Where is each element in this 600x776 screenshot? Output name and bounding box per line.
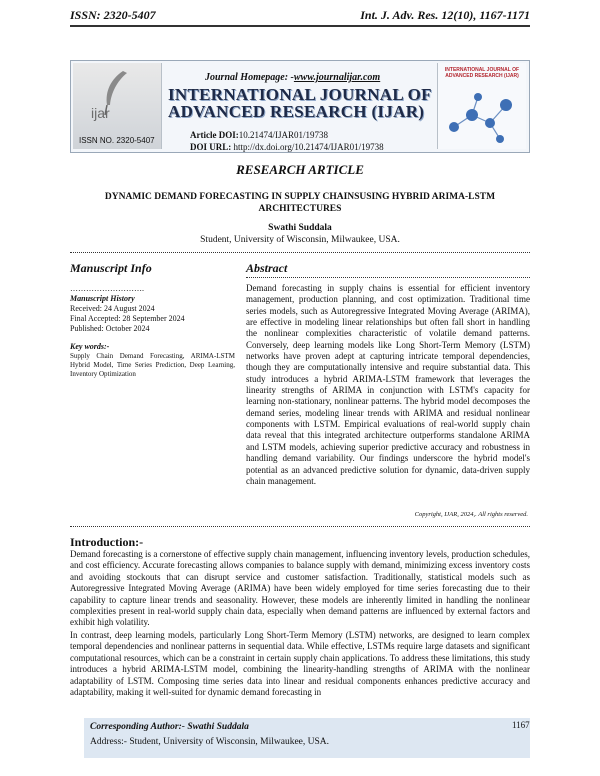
doi-url-link[interactable]: http://dx.doi.org/10.21474/IJAR01/19738 xyxy=(233,142,384,152)
journal-homepage xyxy=(205,72,380,83)
journal-title xyxy=(168,86,432,120)
doi-block xyxy=(190,129,384,153)
doi-label: Article DOI: xyxy=(190,130,239,140)
header-issn: ISSN: 2320-5407 xyxy=(70,8,156,22)
divider-top xyxy=(70,252,530,253)
homepage-label: Journal Homepage: - xyxy=(205,72,294,83)
manuscript-info xyxy=(70,284,235,379)
manuscript-info-heading: Manuscript Info xyxy=(70,261,152,275)
author-address: Address:- Student, University of Wisconsin, Milwaukee, USA. xyxy=(90,737,330,747)
received-date: Received: 24 August 2024 xyxy=(70,304,155,313)
page-number: 1167 xyxy=(512,720,530,730)
abstract-heading: Abstract xyxy=(246,261,288,275)
article-type: RESEARCH ARTICLE xyxy=(236,162,364,177)
logo-issn: ISSN NO. 2320-5407 xyxy=(79,136,155,145)
accepted-date: Final Accepted: 28 September 2024 xyxy=(70,314,185,323)
running-header xyxy=(70,8,530,23)
history-heading: Manuscript History xyxy=(70,294,135,303)
divider-bottom xyxy=(70,526,530,527)
intro-heading: Introduction:- xyxy=(70,535,144,549)
header-rule xyxy=(70,25,530,27)
corresponding-author: Corresponding Author:- Swathi Suddala xyxy=(90,722,249,732)
doi-url-label: DOI URL: xyxy=(190,142,232,152)
homepage-link[interactable]: www.journalijar.com xyxy=(293,72,381,83)
journal-cover xyxy=(437,63,526,149)
author-name: Swathi Suddala xyxy=(268,223,332,233)
corresponding-author-box xyxy=(84,718,530,758)
intro-paragraph-1: Demand forecasting is a cornerstone of effective supply chain management, influencing inventory levels, production schedules, and cost efficiency. Accurate forecasting allows companies to balance supply with demand, minimizing excess inventory costs and avoiding stockouts that can disrupt service and customer satisfaction. Traditionally, statistical models such as Autoregressive Integrated Moving Average (ARIMA) have been widely employed for time series forecasting due to their capability to capture linear trends and seasonality. However, these models are inherently limited in handling the nonlinear complexities present in real-world supply chain data, especially when demand patterns are influenced by external factors and exhibit high volatility. xyxy=(70,549,530,628)
ijar-logo xyxy=(73,63,162,149)
intro-paragraph-2: In contrast, deep learning models, particularly Long Short-Term Memory (LSTM) networks, are designed to learn complex temporal dependencies and nonlinear patterns in sequential data. While effective, LSTMs require large datasets and significant computational resources, which can be a constraint in certain supply chain applications. To address these limitations, this study introduces a hybrid ARIMA-LSTM model, combining the linearity-handling strengths of ARIMA with the nonlinear adaptability of LSTM. Composing time series data into linear and residual components enhances predictive accuracy and adaptability, making it well-suited for dynamic demand forecasting in xyxy=(70,630,530,698)
cover-title: INTERNATIONAL JOURNAL OF ADVANCED RESEARCH (IJAR) xyxy=(444,67,520,79)
published-date: Published: October 2024 xyxy=(70,324,150,333)
info-dots: ………………………. xyxy=(70,284,144,293)
journal-title-line2: ADVANCED RESEARCH (IJAR) xyxy=(168,102,425,121)
abstract-divider xyxy=(246,277,530,278)
header-citation: Int. J. Adv. Res. 12(10), 1167-1171 xyxy=(360,8,530,22)
doi-value: 10.21474/IJAR01/19738 xyxy=(238,130,328,140)
molecule-icon xyxy=(444,87,520,145)
logo-word: ijar xyxy=(91,105,110,121)
keywords-heading: Key words:- xyxy=(70,342,110,351)
abstract-text: Demand forecasting in supply chains is essential for efficient inventory management, production planning, and cost optimization. Traditional time series models, such as Autoregressive Integrated Moving Average (ARIMA), are effective in modeling linear relationships but often fall short in handling the nonlinear complexities characteristic of volatile demand patterns. Conversely, deep learning models like Long Short-Term Memory (LSTM) networks have proven adept at capturing intricate temporal dependencies, though they are computationally intensive and require substantial data. This study introduces a hybrid ARIMA-LSTM framework that leverages the linearity strengths of ARIMA in conjunction with LSTM's capacity for learning non-stationary, nonlinear patterns. The hybrid model decomposes the demand series, modeling linear trends with ARIMA and residual nonlinear components with LSTM. Empirical evaluations of real-world supply chain data reveal that this integrated architecture outperforms standalone ARIMA and LSTM models, achieving superior predictive accuracy and robustness in handling demand variability. Our findings underscore the hybrid model's potential as an advanced predictive solution for dynamic, data-driven supply chain management. xyxy=(246,283,530,486)
paper-title: DYNAMIC DEMAND FORECASTING IN SUPPLY CHAINSUSING HYBRID ARIMA-LSTM ARCHITECTURES xyxy=(104,192,496,214)
journal-title-line1: INTERNATIONAL JOURNAL OF xyxy=(168,85,432,104)
keywords-text: Supply Chain Demand Forecasting, ARIMA-LSTM Hybrid Model, Time Series Prediction, Deep Learning, Inventory Optimization xyxy=(70,352,235,378)
copyright: Copyright, IJAR, 2024,. All rights reserved. xyxy=(414,511,528,518)
author-affiliation: Student, University of Wisconsin, Milwaukee, USA. xyxy=(200,235,400,245)
